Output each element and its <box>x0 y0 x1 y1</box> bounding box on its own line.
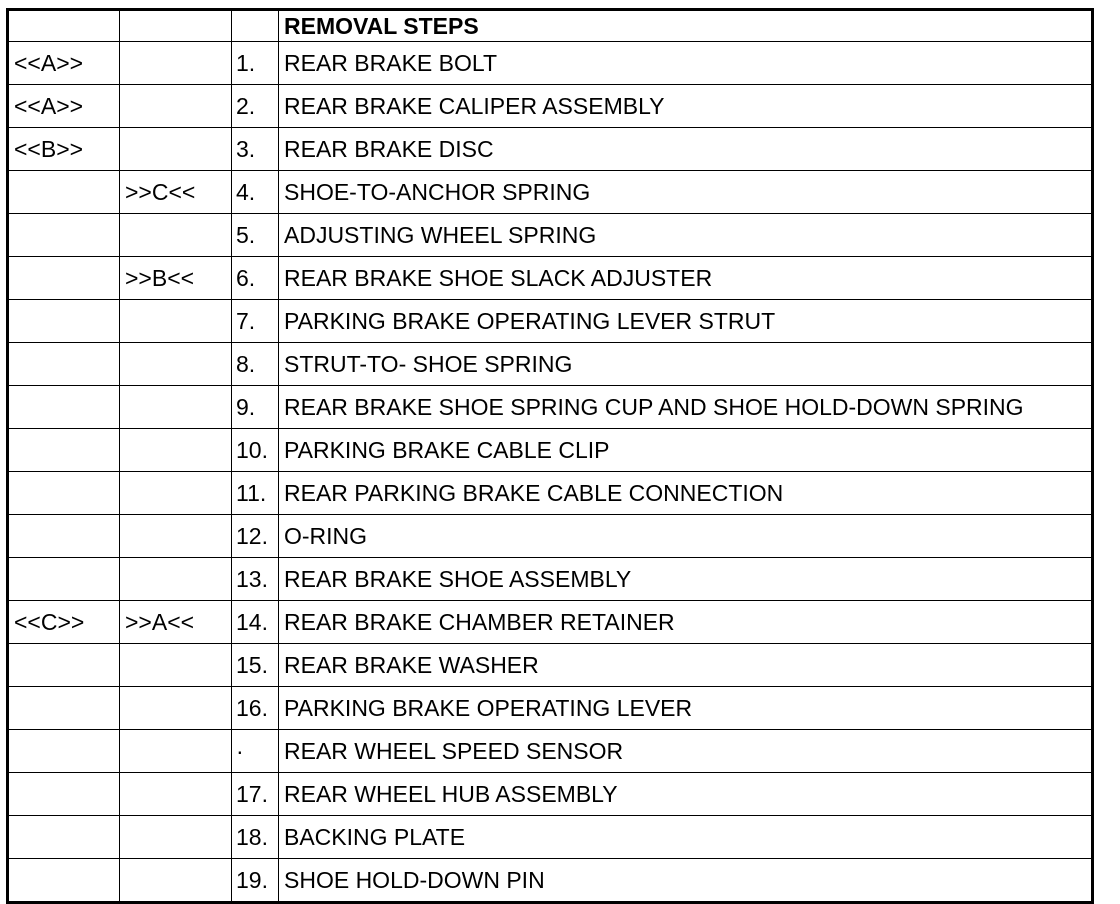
step-name-cell: SHOE-TO-ANCHOR SPRING <box>279 171 1093 214</box>
step-number-cell: 6. <box>232 257 279 300</box>
install-ref-cell <box>120 816 232 859</box>
table-row <box>8 171 1093 214</box>
instruction-ref-cell <box>8 257 120 300</box>
table-row <box>8 42 1093 85</box>
step-number-cell: 1. <box>232 42 279 85</box>
step-name-cell: PARKING BRAKE OPERATING LEVER <box>279 687 1093 730</box>
instruction-ref-cell <box>8 472 120 515</box>
table-row <box>8 429 1093 472</box>
install-ref-cell <box>120 128 232 171</box>
instruction-ref-cell: <<A>> <box>8 42 120 85</box>
step-name-cell: O-RING <box>279 515 1093 558</box>
table-row <box>8 257 1093 300</box>
step-number-cell: 12. <box>232 515 279 558</box>
instruction-ref-cell <box>8 816 120 859</box>
step-number-cell: 18. <box>232 816 279 859</box>
removal-steps-table <box>6 8 1094 904</box>
header-row <box>8 10 1093 42</box>
instruction-ref-cell <box>8 429 120 472</box>
install-ref-cell <box>120 515 232 558</box>
install-ref-cell <box>120 85 232 128</box>
install-ref-cell <box>120 687 232 730</box>
instruction-ref-cell <box>8 171 120 214</box>
install-ref-cell <box>120 214 232 257</box>
table-row <box>8 730 1093 773</box>
instruction-ref-cell <box>8 644 120 687</box>
step-name-cell: REAR BRAKE SHOE ASSEMBLY <box>279 558 1093 601</box>
install-ref-cell <box>120 558 232 601</box>
instruction-ref-cell: <<B>> <box>8 128 120 171</box>
step-number-cell: 8. <box>232 343 279 386</box>
instruction-ref-cell <box>8 386 120 429</box>
step-name-cell: ADJUSTING WHEEL SPRING <box>279 214 1093 257</box>
instruction-ref-cell <box>8 343 120 386</box>
step-name-cell: REAR BRAKE WASHER <box>279 644 1093 687</box>
table-row <box>8 558 1093 601</box>
table-row <box>8 687 1093 730</box>
install-ref-cell <box>120 730 232 773</box>
step-name-cell: STRUT-TO- SHOE SPRING <box>279 343 1093 386</box>
table-row <box>8 515 1093 558</box>
step-number-cell: 2. <box>232 85 279 128</box>
table-row <box>8 472 1093 515</box>
instruction-ref-cell: <<A>> <box>8 85 120 128</box>
table-row <box>8 300 1093 343</box>
instruction-ref-cell <box>8 558 120 601</box>
instruction-ref-cell <box>8 214 120 257</box>
install-ref-cell: >>B<< <box>120 257 232 300</box>
removal-steps-body <box>8 10 1093 903</box>
step-name-cell: REAR BRAKE DISC <box>279 128 1093 171</box>
step-number-cell: 7. <box>232 300 279 343</box>
step-name-cell: REAR BRAKE SHOE SLACK ADJUSTER <box>279 257 1093 300</box>
header-cell-b <box>120 10 232 42</box>
table-row <box>8 85 1093 128</box>
instruction-ref-cell <box>8 300 120 343</box>
header-cell-a <box>8 10 120 42</box>
install-ref-cell: >>C<< <box>120 171 232 214</box>
step-number-cell: 16. <box>232 687 279 730</box>
step-name-cell: REAR PARKING BRAKE CABLE CONNECTION <box>279 472 1093 515</box>
step-number-cell: 4. <box>232 171 279 214</box>
table-row <box>8 343 1093 386</box>
step-number-cell: 5. <box>232 214 279 257</box>
header-title: REMOVAL STEPS <box>279 10 1093 42</box>
table-row <box>8 601 1093 644</box>
step-name-cell: PARKING BRAKE OPERATING LEVER STRUT <box>279 300 1093 343</box>
instruction-ref-cell: <<C>> <box>8 601 120 644</box>
install-ref-cell <box>120 429 232 472</box>
install-ref-cell <box>120 773 232 816</box>
step-number-cell: 3. <box>232 128 279 171</box>
instruction-ref-cell <box>8 730 120 773</box>
install-ref-cell <box>120 472 232 515</box>
step-number-cell: · <box>232 730 279 773</box>
step-number-cell: 15. <box>232 644 279 687</box>
install-ref-cell <box>120 386 232 429</box>
step-number-cell: 10. <box>232 429 279 472</box>
install-ref-cell <box>120 42 232 85</box>
step-name-cell: SHOE HOLD-DOWN PIN <box>279 859 1093 903</box>
step-number-cell: 17. <box>232 773 279 816</box>
instruction-ref-cell <box>8 515 120 558</box>
step-name-cell: BACKING PLATE <box>279 816 1093 859</box>
step-name-cell: PARKING BRAKE CABLE CLIP <box>279 429 1093 472</box>
step-name-cell: REAR BRAKE CALIPER ASSEMBLY <box>279 85 1093 128</box>
step-number-cell: 14. <box>232 601 279 644</box>
install-ref-cell <box>120 644 232 687</box>
install-ref-cell <box>120 343 232 386</box>
instruction-ref-cell <box>8 773 120 816</box>
step-number-cell: 11. <box>232 472 279 515</box>
table-row <box>8 214 1093 257</box>
install-ref-cell <box>120 300 232 343</box>
step-name-cell: REAR BRAKE CHAMBER RETAINER <box>279 601 1093 644</box>
step-number-cell: 13. <box>232 558 279 601</box>
table-row <box>8 816 1093 859</box>
step-number-cell: 19. <box>232 859 279 903</box>
table-row <box>8 773 1093 816</box>
step-name-cell: REAR WHEEL SPEED SENSOR <box>279 730 1093 773</box>
table-row <box>8 386 1093 429</box>
step-name-cell: REAR BRAKE BOLT <box>279 42 1093 85</box>
step-number-cell: 9. <box>232 386 279 429</box>
table-row <box>8 644 1093 687</box>
instruction-ref-cell <box>8 687 120 730</box>
step-name-cell: REAR WHEEL HUB ASSEMBLY <box>279 773 1093 816</box>
install-ref-cell: >>A<< <box>120 601 232 644</box>
table-row <box>8 128 1093 171</box>
header-cell-c <box>232 10 279 42</box>
step-name-cell: REAR BRAKE SHOE SPRING CUP AND SHOE HOLD-DOWN SPRING <box>279 386 1093 429</box>
